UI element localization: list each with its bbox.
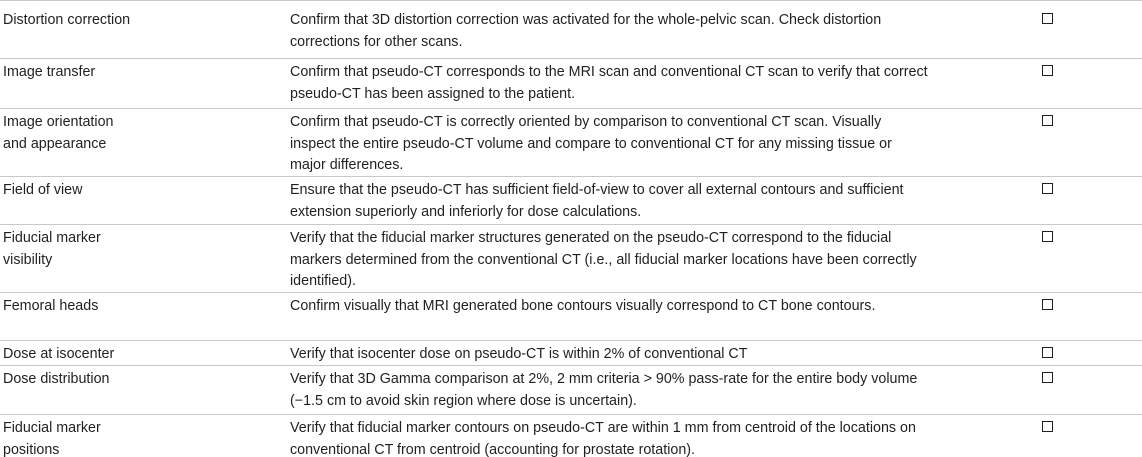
item-cell: Fiducial marker visibility [3,230,101,268]
checkbox[interactable] [1042,13,1053,24]
checkbox[interactable] [1042,65,1053,76]
description-cell: Confirm that 3D distortion correction was activated for the whole-pelvic scan. Check distortion corrections for other scans. [290,12,882,50]
checkbox[interactable] [1042,231,1053,242]
table-row [0,341,1142,366]
description-cell: Ensure that the pseudo-CT has sufficient field-of-view to cover all external contours and sufficient extension superiorly and inferiorly for dose calculations. [290,182,904,220]
description-cell: Verify that fiducial marker contours on pseudo-CT are within 1 mm from centroid of the locations on conventional CT from centroid (accounting for prostate rotation). [290,420,916,457]
item-cell: Distortion correction [3,12,131,28]
item-cell: Dose distribution [3,371,110,387]
table-row [0,59,1142,109]
checkbox[interactable] [1042,421,1053,432]
checkbox[interactable] [1042,372,1053,383]
table-row [0,109,1142,177]
description-cell: Confirm that pseudo-CT corresponds to the MRI scan and conventional CT scan to verify that correct pseudo-CT has been assigned to the patient. [290,64,928,102]
table-row [0,7,1142,59]
item-cell: Image transfer [3,64,96,80]
description-cell: Confirm visually that MRI generated bone contours visually correspond to CT bone contours. [290,298,876,314]
table-row [0,366,1142,415]
checkbox[interactable] [1042,183,1053,194]
item-cell: Femoral heads [3,298,99,314]
checkbox[interactable] [1042,115,1053,126]
description-cell: Verify that the fiducial marker structures generated on the pseudo-CT correspond to the fiducial markers determined from the conventional CT (i.e., all fiducial marker locations have been correctly identified). [290,230,917,289]
item-cell: Image orientation and appearance [3,114,114,152]
checkbox[interactable] [1042,347,1053,358]
item-cell: Fiducial marker positions [3,420,101,457]
item-cell: Field of view [3,182,83,198]
checkbox[interactable] [1042,299,1053,310]
description-cell: Verify that isocenter dose on pseudo-CT is within 2% of conventional CT [290,346,748,362]
item-cell: Dose at isocenter [3,346,115,362]
table-row [0,177,1142,225]
table-row [0,225,1142,293]
table-row [0,293,1142,341]
description-cell: Confirm that pseudo-CT is correctly oriented by comparison to conventional CT scan. Visually inspect the entire pseudo-CT volume and compare to conventional CT for any missing tissue or major differences. [290,114,892,173]
table-row [0,415,1142,457]
description-cell: Verify that 3D Gamma comparison at 2%, 2 mm criteria > 90% pass-rate for the entire body volume (−1.5 cm to avoid skin region where dose is uncertain). [290,371,918,409]
